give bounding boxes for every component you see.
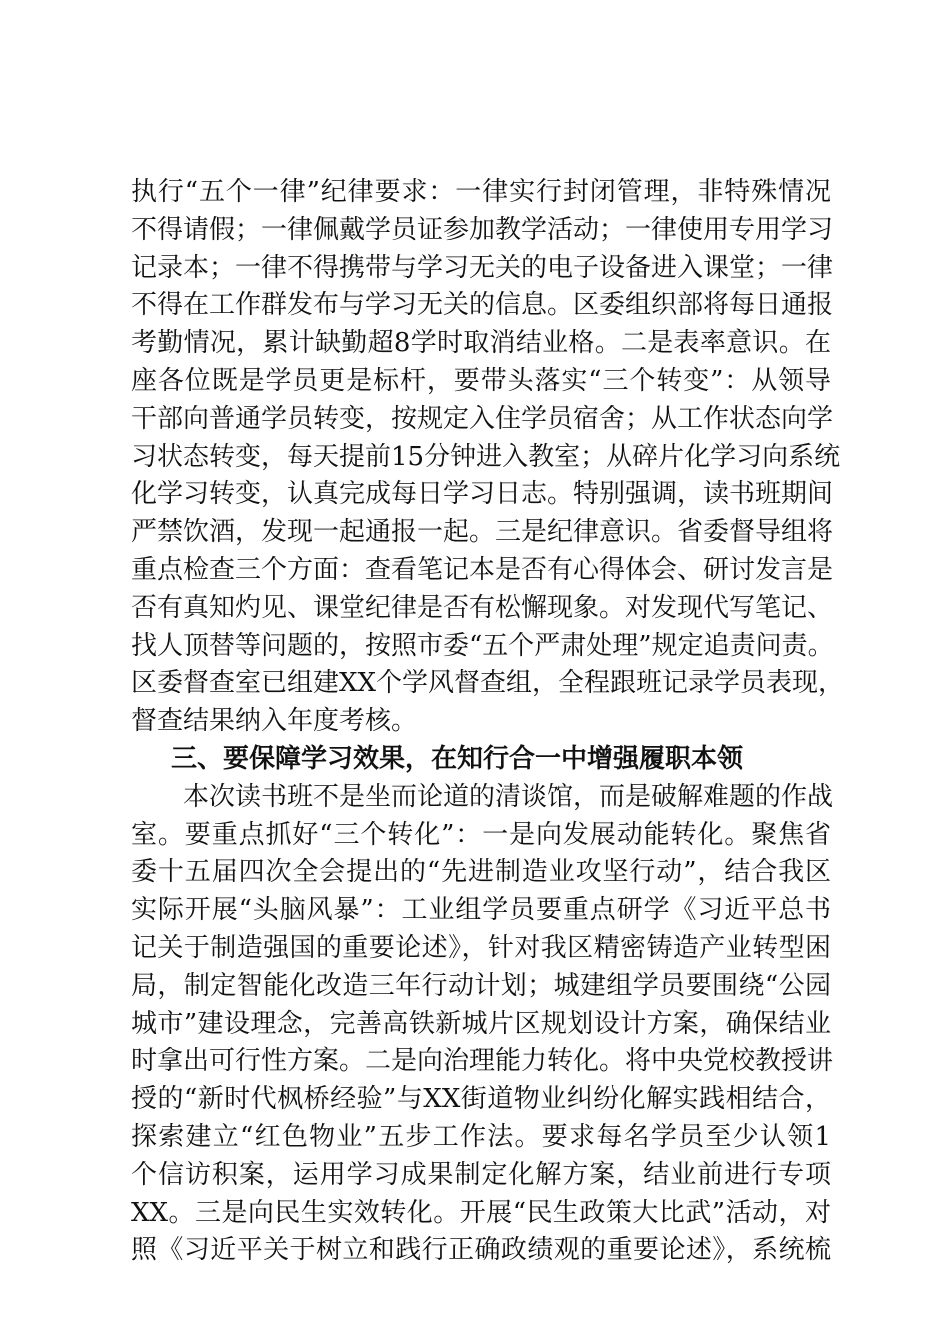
paragraph-learning-outcomes xyxy=(131,779,834,1270)
text-line: 城市”建设理念，完善高铁新城片区规划设计方案，确保结业 xyxy=(131,1008,831,1039)
text-line: 个信访积案，运用学习成果制定化解方案，结业前进行专项 xyxy=(131,1159,831,1190)
text-line: 区委督查室已组建XX个学风督查组，全程跟班记录学员表现， xyxy=(131,668,845,699)
text-line: 考勤情况，累计缺勤超8学时取消结业格。二是表率意识。在 xyxy=(131,328,831,359)
text-line: 本次读书班不是坐而论道的清谈馆，而是破解难题的作战 xyxy=(183,781,834,812)
text-line: 化学习转变，认真完成每日学习日志。特别强调，读书班期间 xyxy=(131,479,834,510)
text-line: 记录本；一律不得携带与学习无关的电子设备进入课堂；一律 xyxy=(131,252,834,283)
text-line: 不得在工作群发布与学习无关的信息。区委组织部将每日通报 xyxy=(131,290,834,321)
text-line: XX。三是向民生实效转化。开展“民生政策大比武”活动，对 xyxy=(131,1197,831,1228)
text-line: 时拿出可行性方案。二是向治理能力转化。将中央党校教授讲 xyxy=(131,1046,834,1077)
text-line: 座各位既是学员更是标杆，要带头落实“三个转变”：从领导 xyxy=(131,365,831,396)
text-line: 重点检查三个方面：查看笔记本是否有心得体会、研讨发言是 xyxy=(131,554,834,585)
text-line: 实际开展“头脑风暴”：工业组学员要重点研学《习近平总书 xyxy=(131,895,831,926)
text-line: 找人顶替等问题的，按照市委“五个严肃处理”规定追责问责。 xyxy=(131,630,834,661)
text-line: 探索建立“红色物业”五步工作法。要求每名学员至少认领1 xyxy=(131,1121,831,1152)
text-line: 干部向普通学员转变，按规定入住学员宿舍；从工作状态向学 xyxy=(131,403,834,434)
text-line: 记关于制造强国的重要论述》，针对我区精密铸造产业转型困 xyxy=(131,932,831,963)
text-line: 不得请假；一律佩戴学员证参加教学活动；一律使用专用学习 xyxy=(131,214,834,245)
text-line: 习状态转变，每天提前15分钟进入教室；从碎片化学习向系统 xyxy=(131,441,841,472)
text-line: 严禁饮酒，发现一起通报一起。三是纪律意识。省委督导组将 xyxy=(131,517,834,548)
text-line: 室。要重点抓好“三个转化”：一是向发展动能转化。聚焦省 xyxy=(131,819,831,850)
text-line: 否有真知灼见、课堂纪律是否有松懈现象。对发现代写笔记、 xyxy=(131,592,834,623)
paragraph-discipline xyxy=(131,174,845,741)
text-line: 执行“五个一律”纪律要求：一律实行封闭管理，非特殊情况 xyxy=(131,177,831,207)
text-line: 局，制定智能化改造三年行动计划；城建组学员要围绕“公园 xyxy=(131,970,831,1001)
text-line: 照《习近平关于树立和践行正确政绩观的重要论述》，系统梳 xyxy=(131,1235,831,1266)
text-line: 督查结果纳入年度考核。 xyxy=(131,706,418,737)
section-heading: 三、要保障学习效果，在知行合一中增强履职本领 xyxy=(171,743,744,774)
text-line: 授的“新时代枫桥经验”与XX街道物业纠纷化解实践相结合， xyxy=(131,1084,831,1115)
text-line: 委十五届四次全会提出的“先进制造业攻坚行动”，结合我区 xyxy=(131,857,831,888)
document-body xyxy=(131,174,845,1270)
